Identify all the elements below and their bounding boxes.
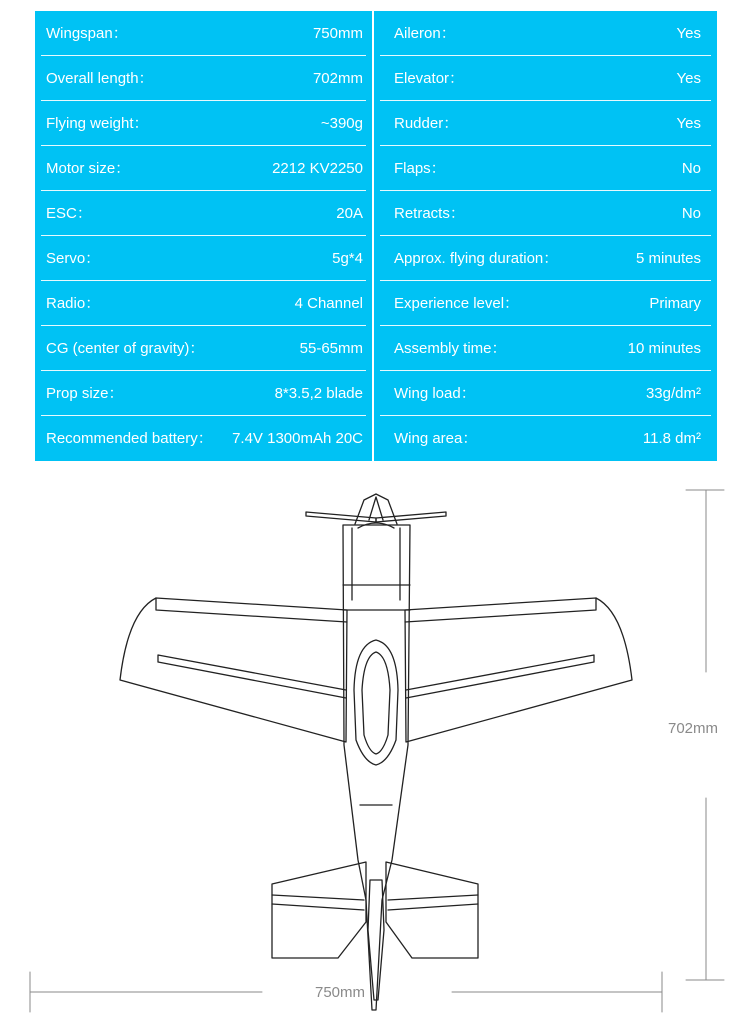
spec-label: Servo： (46, 250, 101, 267)
right-wing-tip-line (405, 598, 596, 622)
spec-label: Overall length： (46, 70, 154, 87)
spec-value: Yes (676, 70, 701, 87)
spec-value: No (681, 205, 701, 222)
spec-value: 2212 KV2250 (272, 160, 363, 177)
spec-value: 5 minutes (635, 250, 701, 267)
spec-label: Assembly time： (394, 340, 507, 357)
spec-row (374, 281, 717, 326)
spec-label: Experience level： (394, 295, 520, 312)
spec-label: CG (center of gravity)： (46, 340, 205, 357)
canopy-inner (362, 652, 390, 754)
spec-value: 7.4V 1300mAh 20C (232, 430, 363, 447)
spec-label: Radio： (46, 295, 101, 312)
spec-label: Approx. flying duration： (394, 250, 559, 267)
spec-row (35, 236, 372, 281)
canopy (354, 640, 398, 765)
spec-label: Aileron： (394, 25, 456, 42)
propeller-blade-left (306, 512, 376, 522)
spec-value: 20A (336, 205, 363, 222)
spec-label: Rudder： (394, 115, 459, 132)
span-dimension-label: 750mm (315, 984, 366, 1001)
spec-row (35, 146, 372, 191)
left-elevator-line (272, 895, 364, 910)
spec-row (35, 11, 372, 56)
spec-row (35, 281, 372, 326)
spec-label: Wing load： (394, 385, 476, 402)
spec-value: 11.8 dm² (642, 430, 701, 447)
spinner (369, 497, 383, 520)
spec-label: Wing area： (394, 430, 478, 447)
spec-row (35, 326, 372, 371)
spec-label: Elevator： (394, 70, 465, 87)
spec-row (374, 11, 717, 56)
spec-label: ESC： (46, 205, 92, 222)
spec-row (35, 191, 372, 236)
right-stabilizer (386, 862, 478, 958)
propeller-blade-right (376, 512, 446, 522)
spec-label: Flaps： (394, 160, 446, 177)
right-aileron (406, 655, 594, 698)
spec-value: 702mm (312, 70, 363, 87)
spec-value: Primary (649, 295, 701, 312)
spec-value: 33g/dm² (645, 385, 701, 402)
spec-table (35, 11, 717, 461)
spec-value: 55-65mm (299, 340, 363, 357)
spec-row (374, 101, 717, 146)
spec-row (374, 416, 717, 461)
spec-label: Flying weight： (46, 115, 149, 132)
airplane-top-view-drawing (0, 470, 750, 1018)
spec-row (374, 191, 717, 236)
spec-row (35, 371, 372, 416)
spec-row (374, 56, 717, 101)
spec-value: Yes (676, 25, 701, 42)
spec-row (374, 146, 717, 191)
spec-value: ~390g (320, 115, 363, 132)
cowl-inner (352, 523, 400, 600)
spec-value: Yes (676, 115, 701, 132)
left-aileron (158, 655, 346, 698)
spec-value: 750mm (312, 25, 363, 42)
spec-label: Recommended battery： (46, 430, 213, 447)
spec-value: 4 Channel (294, 295, 363, 312)
spec-column-left (35, 11, 372, 461)
spec-label: Motor size： (46, 160, 131, 177)
spec-row (374, 326, 717, 371)
right-elevator-line (388, 895, 478, 910)
spec-value: No (681, 160, 701, 177)
spec-value: 5g*4 (332, 250, 363, 267)
left-stabilizer (272, 862, 366, 958)
spec-label: Retracts： (394, 205, 465, 222)
spec-value: 8*3.5,2 blade (274, 385, 363, 402)
spec-column-right (374, 11, 717, 461)
spec-row (35, 56, 372, 101)
spec-row (374, 371, 717, 416)
spec-value: 10 minutes (627, 340, 701, 357)
spec-label: Prop size： (46, 385, 124, 402)
dimension-lines (30, 490, 724, 1012)
spec-row (35, 416, 372, 461)
left-wing-tip-line (156, 598, 347, 622)
spec-row (374, 236, 717, 281)
spec-row (35, 101, 372, 146)
spec-label: Wingspan： (46, 25, 128, 42)
length-dimension-label: 702mm (668, 720, 719, 737)
